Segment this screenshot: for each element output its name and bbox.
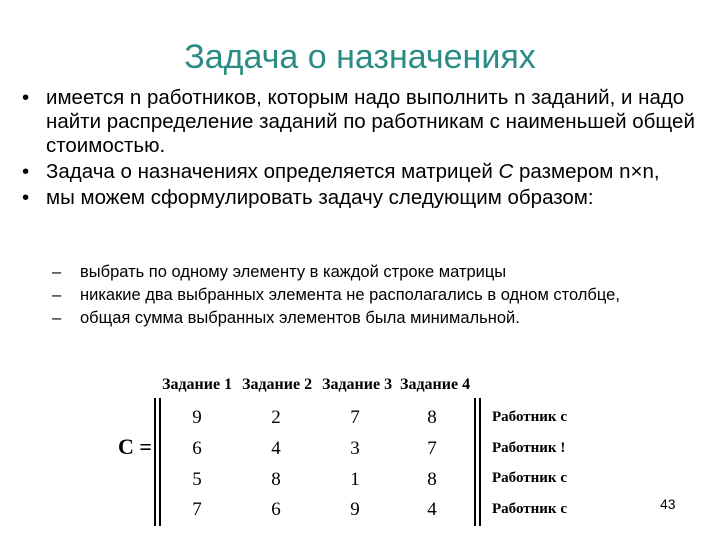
row-label: Работник с (492, 501, 567, 517)
matrix-cell: 6 (192, 438, 202, 459)
bullet-marker: • (22, 86, 30, 109)
row-label: Работник с (492, 409, 567, 425)
bullet-item (22, 160, 712, 184)
column-header: Задание 1 (162, 376, 233, 393)
bullet-text-end: размером n×n, (513, 160, 660, 183)
row-label: Работник с (492, 470, 567, 486)
matrix-cell: 2 (271, 407, 281, 428)
matrix-cell: 4 (427, 499, 437, 520)
matrix-right-bracket (479, 398, 481, 526)
matrix-cell: 8 (427, 407, 437, 428)
dash-marker: – (52, 309, 62, 327)
matrix-label: C = (118, 434, 152, 459)
bullet-item (22, 86, 712, 158)
sub-bullet-list (52, 262, 692, 331)
matrix-cell: 7 (192, 499, 202, 520)
bullet-text: мы можем сформулировать задачу следующим образом: (46, 186, 594, 209)
bullet-marker: • (22, 160, 30, 183)
bullet-marker: • (22, 186, 30, 209)
cost-matrix (110, 370, 580, 530)
page-number: 43 (660, 496, 676, 512)
matrix-cell: 1 (350, 469, 360, 490)
matrix-right-bracket (474, 398, 476, 526)
matrix-cell: 8 (271, 469, 281, 490)
matrix-left-bracket (159, 398, 161, 526)
sub-bullet-item (52, 285, 692, 305)
slide-title: Задача о назначениях (184, 38, 536, 76)
row-label: Работник ! (492, 440, 566, 456)
matrix-cell: 7 (427, 438, 437, 459)
column-header: Задание 2 (242, 376, 313, 393)
bullet-text: Задача о назначениях определяется матрицей (46, 160, 499, 183)
bullet-item (22, 186, 712, 210)
matrix-left-bracket (154, 398, 156, 526)
matrix-cell: 9 (350, 499, 360, 520)
matrix-cell: 3 (350, 438, 360, 459)
dash-marker: – (52, 286, 62, 304)
bullet-text: имеется n работников, которым надо выполнить n заданий, и надо найти распределение заданий по работникам с наименьшей общей стоимостью. (46, 86, 695, 157)
sub-bullet-item (52, 308, 692, 328)
sub-bullet-text: выбрать по одному элементу в каждой строке матрицы (80, 263, 507, 281)
matrix-symbol: C (498, 160, 514, 183)
matrix-cell: 5 (192, 469, 202, 490)
matrix-cell: 4 (271, 438, 281, 459)
sub-bullet-text: никакие два выбранных элемента не располагались в одном столбце, (80, 286, 620, 304)
matrix-cell: 6 (271, 499, 281, 520)
sub-bullet-item (52, 262, 692, 282)
column-header: Задание 4 (400, 376, 471, 393)
matrix-cell: 8 (427, 469, 437, 490)
matrix-cell: 7 (350, 407, 360, 428)
bullet-list (22, 86, 712, 212)
matrix-cell: 9 (192, 407, 202, 428)
sub-bullet-text: общая сумма выбранных элементов была минимальной. (80, 309, 520, 327)
dash-marker: – (52, 263, 62, 281)
column-header: Задание 3 (322, 376, 393, 393)
